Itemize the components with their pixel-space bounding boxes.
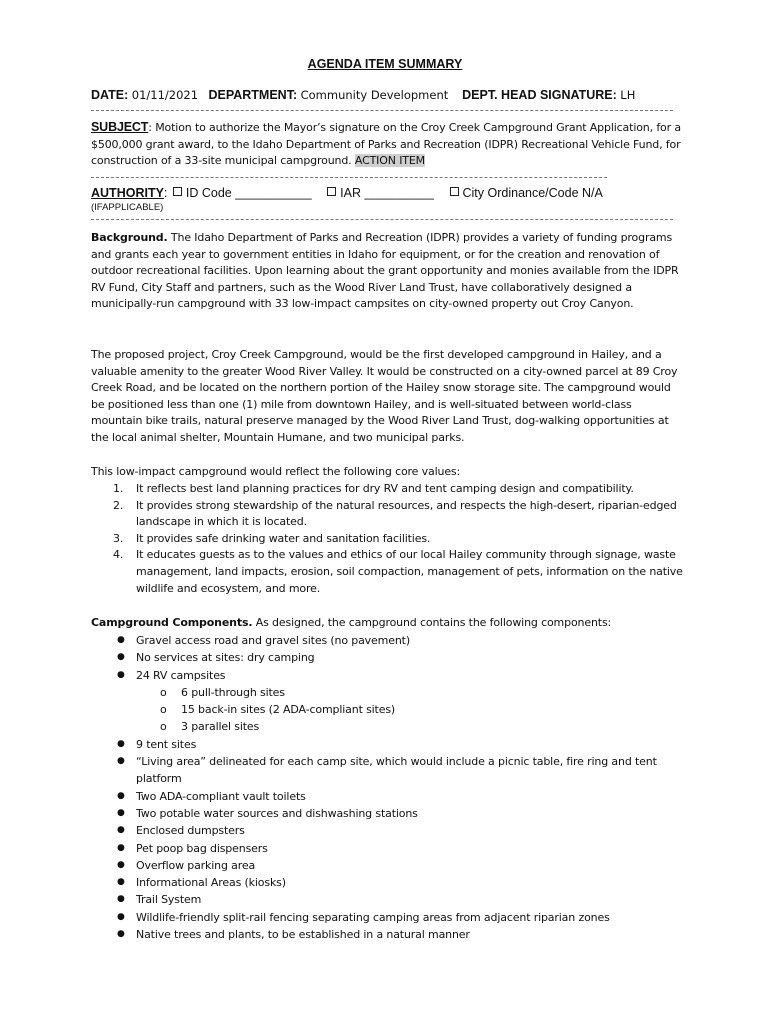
divider (91, 219, 673, 220)
bullet-icon: ● (117, 877, 125, 888)
sublist-item (91, 684, 683, 701)
bullet-icon: ● (117, 807, 125, 818)
list-item (91, 632, 683, 649)
list-item (91, 649, 683, 666)
city-ordinance-field: City Ordinance/Code N/A (462, 186, 603, 200)
list-number: 1. (113, 482, 124, 495)
list-text: “Living area” delineated for each camp site, which would include a picnic table, fire ring and tent platform (136, 755, 657, 786)
header-line (91, 88, 635, 102)
signature-label: DEPT. HEAD SIGNATURE: (462, 88, 617, 102)
id-code-checkbox[interactable] (173, 187, 182, 196)
core-values-list (91, 481, 683, 597)
list-item (91, 481, 683, 498)
bullet-icon: ● (117, 842, 125, 853)
action-item-badge: ACTION ITEM (354, 154, 426, 168)
list-number: 4. (113, 548, 124, 562)
list-item (91, 822, 683, 839)
list-item (91, 909, 683, 926)
bullet-icon: ● (117, 635, 125, 645)
rv-campsite-sublist (136, 684, 683, 736)
list-text: 9 tent sites (136, 737, 197, 751)
core-values-intro: This low-impact campground would reflect the following core values: (91, 465, 461, 478)
bullet-icon: ● (117, 911, 125, 922)
list-text: 15 back-in sites (2 ADA-compliant sites) (181, 703, 396, 717)
background-text: The Idaho Department of Parks and Recreation (IDPR) provides a variety of funding programs and grants each year to government entities in Idaho for equipment, or for the creation and renovation of outdoor recreational facilities. Upon learning about the grant opportunity and monies available from the IDPR RV Fund, City Staff and partners, such as the Wood River Land Trust, have collaboratively designed a municipally-run campground with 33 low-impact campsites on city-owned property out Croy Canyon. (91, 231, 679, 311)
list-text: Trail System (136, 893, 202, 907)
list-text: Two ADA-compliant vault toilets (136, 789, 306, 803)
list-text: It provides safe drinking water and sanitation facilities. (136, 531, 431, 545)
bullet-icon: ● (117, 790, 125, 801)
components-label: Campground Components. (91, 616, 253, 629)
authority-line: AUTHORITY: ID Code ___________ IAR __________ City Ordinance/Code N/A (91, 186, 603, 200)
circle-bullet-icon: o (160, 685, 167, 699)
list-text: Two potable water sources and dishwashing stations (136, 806, 418, 820)
list-item (91, 805, 683, 822)
list-item (91, 753, 683, 788)
list-item (91, 926, 683, 943)
signature-value: LH (620, 88, 636, 102)
list-text: It educates guests as to the values and ethics of our local Hailey community through signage, waste management, land impacts, erosion, soil compaction, management of pets, information on the native wildlife and ecosystem, and more. (136, 548, 683, 595)
list-item (91, 531, 683, 548)
city-ordinance-checkbox[interactable] (450, 187, 459, 196)
bullet-icon: ● (117, 669, 125, 680)
if-applicable-note: (IFAPPLICABLE) (91, 202, 164, 213)
bullet-icon: ● (117, 825, 125, 836)
list-item (91, 874, 683, 891)
divider (91, 177, 607, 178)
list-text: Gravel access road and gravel sites (no pavement) (136, 634, 410, 647)
circle-bullet-icon: o (160, 720, 167, 734)
bullet-icon: ● (117, 859, 125, 870)
list-text: Native trees and plants, to be established in a natural manner (136, 928, 470, 942)
subject-block (91, 119, 681, 170)
bullet-icon: ● (117, 929, 125, 940)
background-label: Background. (91, 231, 168, 244)
subject-label: SUBJECT (91, 120, 149, 134)
list-item (91, 498, 683, 531)
department-value: Community Development (300, 88, 449, 102)
list-text: No services at sites: dry camping (136, 651, 315, 665)
list-item (91, 736, 683, 753)
components-list (91, 632, 683, 943)
sublist-item (91, 701, 683, 718)
list-text: Pet poop bag dispensers (136, 841, 268, 855)
id-code-field: ID Code ___________ (185, 186, 312, 200)
page-title: AGENDA ITEM SUMMARY (307, 57, 463, 71)
components-intro-text: As designed, the campground contains the following components: (252, 616, 612, 629)
sublist-item (91, 718, 683, 735)
list-item (91, 891, 683, 908)
iar-checkbox[interactable] (327, 187, 336, 196)
bullet-icon: ● (117, 652, 125, 663)
proposed-project-paragraph: The proposed project, Croy Creek Campground, would be the first developed campground in Hailey, and a valuable amenity to the greater Wood River Valley. It would be constructed on a city-owned parcel at 89 Croy Creek Road, and be located on the northern portion of the Hailey snow storage site. The campground would be positioned less than one (1) mile from downtown Hailey, and is well-situated between world-class mountain bike trails, natural preserve managed by the Wood River Land Trust, dog-walking opportunities at the local animal shelter, Mountain Humane, and two municipal parks. (91, 348, 678, 444)
department-label: DEPARTMENT: (208, 88, 298, 102)
list-text: It provides strong stewardship of the natural resources, and respects the high-desert, riparian-edged landscape in which it is located. (136, 498, 677, 529)
subject-text: : Motion to authorize the Mayor’s signature on the Croy Creek Campground Grant Application, for a $500,000 grant award, to the Idaho Department of Parks and Recreation (IDPR) Recreational Vehicle Fund, for construction of a 33-site municipal campground. (91, 121, 681, 168)
background-paragraph (91, 230, 683, 313)
list-number: 2. (113, 498, 124, 512)
list-item (91, 788, 683, 805)
list-text: It reflects best land planning practices for dry RV and tent camping design and compatibility. (136, 482, 634, 495)
list-text: 6 pull-through sites (181, 685, 285, 699)
list-text: Overflow parking area (136, 858, 256, 872)
bullet-icon: ● (117, 738, 125, 749)
date-value: 01/11/2021 (131, 88, 199, 102)
date-label: DATE: (91, 88, 129, 102)
circle-bullet-icon: o (160, 703, 167, 717)
bullet-icon: ● (117, 894, 125, 905)
list-text: 3 parallel sites (181, 720, 260, 734)
list-item (91, 857, 683, 874)
list-item (91, 547, 683, 597)
list-text: Informational Areas (kiosks) (136, 876, 286, 890)
list-number: 3. (113, 531, 124, 545)
components-intro (91, 615, 683, 632)
list-item (91, 667, 683, 736)
iar-field: IAR __________ (340, 186, 435, 200)
authority-label: AUTHORITY (91, 186, 164, 200)
list-item (91, 840, 683, 857)
list-text: Enclosed dumpsters (136, 824, 245, 838)
list-text: 24 RV campsites (136, 668, 226, 682)
list-text: Wildlife-friendly split-rail fencing separating camping areas from adjacent riparian zones (136, 910, 610, 924)
divider (91, 110, 673, 111)
bullet-icon: ● (117, 756, 125, 767)
